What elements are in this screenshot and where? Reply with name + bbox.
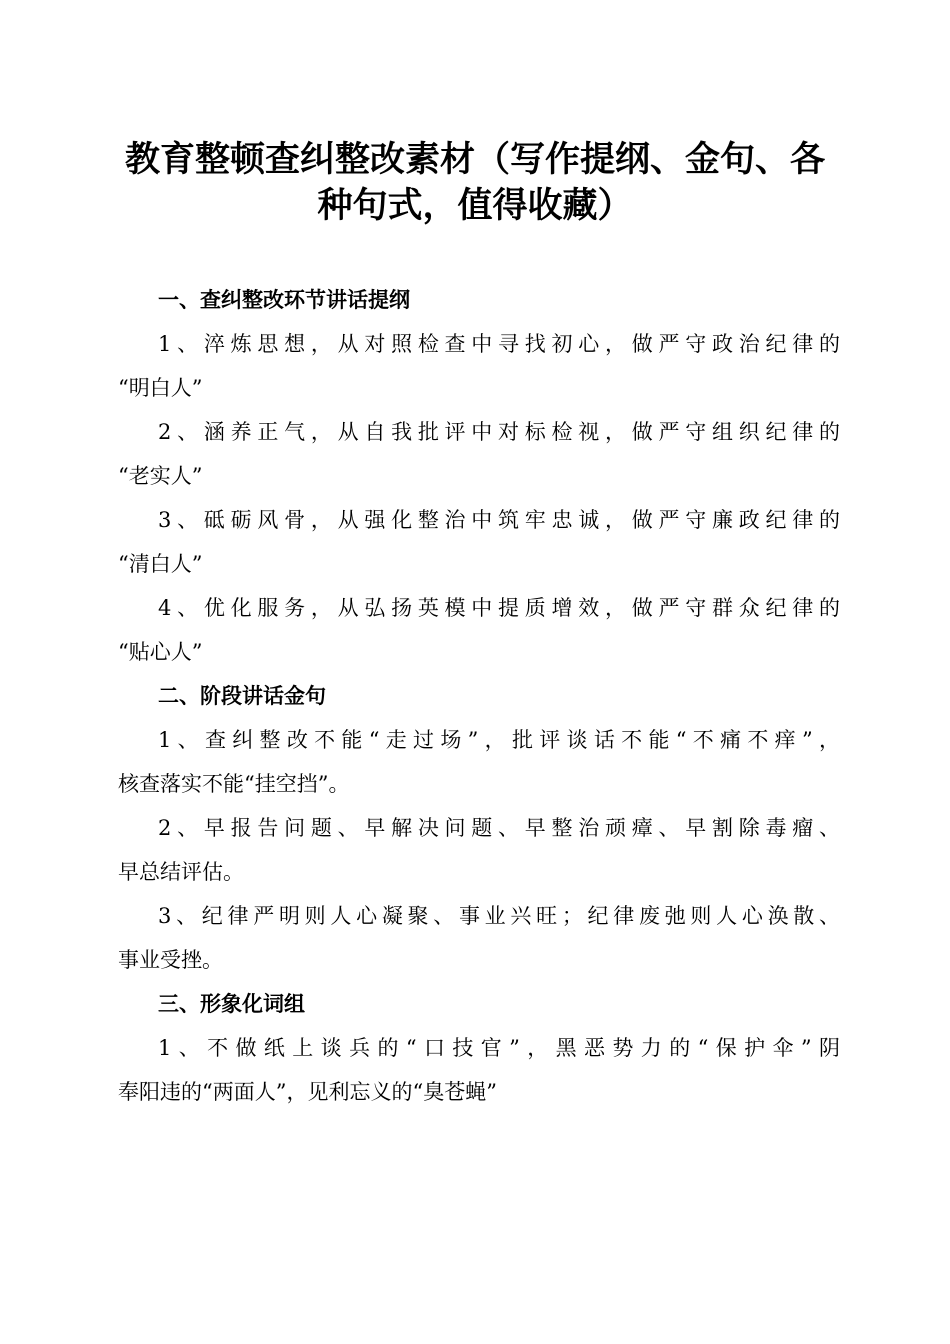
paragraph-line: “老实人” [118,464,203,488]
paragraph-2-3 [118,894,840,982]
paragraph-line: 早总结评估。 [118,860,244,884]
paragraph-line: 1、查纠整改不能“走过场”，批评谈话不能“不痛不痒”， [158,728,840,752]
document-title [100,137,850,229]
paragraph-line: 1、淬炼思想，从对照检查中寻找初心，做严守政治纪律的 [158,332,840,356]
paragraph-line: 3、砥砺风骨，从强化整治中筑牢忠诚，做严守廉政纪律的 [158,508,840,532]
paragraph-line: “清白人” [118,552,203,576]
section-heading-1: 一、查纠整改环节讲话提纲 [158,288,410,312]
section-heading-3: 三、形象化词组 [158,992,305,1016]
paragraph-line: 2、涵养正气，从自我批评中对标检视，做严守组织纪律的 [158,420,840,444]
title-line-1: 教育整顿查纠整改素材（写作提纲、金句、各 [124,139,825,180]
paragraph-line: “贴心人” [118,640,203,664]
title-line-2: 种句式，值得收藏） [317,185,633,226]
paragraph-line: 4、优化服务，从弘扬英模中提质增效，做严守群众纪律的 [158,596,840,620]
paragraph-line: 2、早报告问题、早解决问题、早整治顽瘴、早割除毒瘤、 [158,816,840,840]
paragraph-2-1 [118,718,840,806]
paragraph-line: “明白人” [118,376,203,400]
document-body [118,278,840,1114]
paragraph-line: 1、不做纸上谈兵的“口技官”，黑恶势力的“保护伞”阴 [158,1036,840,1060]
paragraph-line: 核查落实不能“挂空挡”。 [118,772,350,796]
section-heading-2: 二、阶段讲话金句 [158,684,326,708]
paragraph-3-1 [118,1026,840,1114]
paragraph-1-4 [118,586,840,674]
paragraph-1-2 [118,410,840,498]
paragraph-line: 奉阳违的“两面人”，见利忘义的“臭苍蝇” [118,1080,497,1104]
paragraph-1-1 [118,322,840,410]
paragraph-1-3 [118,498,840,586]
paragraph-line: 3、纪律严明则人心凝聚、事业兴旺；纪律废弛则人心涣散、 [158,904,840,928]
paragraph-line: 事业受挫。 [118,948,223,972]
paragraph-2-2 [118,806,840,894]
